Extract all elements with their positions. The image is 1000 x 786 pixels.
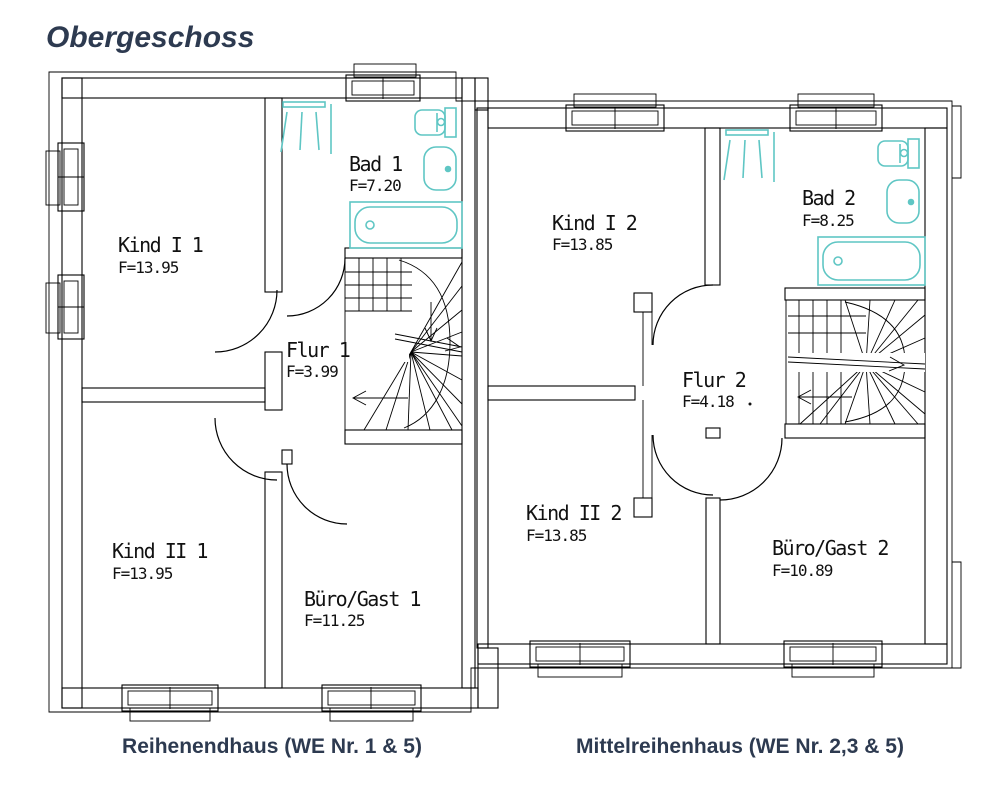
window-icon: [122, 685, 218, 721]
staircase-left: [345, 258, 462, 430]
outer-outline: [49, 72, 961, 712]
room-area-kind-ii-1: F=13.95: [112, 564, 173, 583]
room-area-bad-2: F=8.25: [802, 211, 854, 230]
window-icon: [784, 641, 882, 677]
bathtub-icon: [350, 202, 462, 248]
shower-icon: [724, 130, 774, 182]
room-label-bad-2: Bad 2: [802, 186, 855, 210]
room-label-kind-ii-2: Kind II 2: [526, 501, 621, 525]
door-arc-icon: [653, 285, 713, 345]
unit-captions: [122, 735, 904, 758]
room-area-flur-1: F=3.99: [286, 362, 338, 381]
bathtub-icon: [818, 237, 925, 285]
window-icon: [322, 685, 421, 721]
room-area-kind-i-1: F=13.95: [118, 258, 179, 277]
door-arc-icon: [287, 258, 345, 316]
window-icon: [46, 275, 84, 339]
door-arc-icon: [215, 418, 277, 480]
room-label-kind-i-1: Kind I 1: [118, 233, 203, 257]
shower-icon: [281, 102, 331, 154]
door-arc-icon: [720, 438, 782, 500]
room-label-bad-1: Bad 1: [349, 152, 402, 176]
caption-left-unit: Reihenendhaus (WE Nr. 1 & 5): [122, 735, 422, 758]
window-icon: [566, 94, 664, 131]
room-label-kind-ii-1: Kind II 1: [112, 539, 207, 563]
window-icon: [790, 94, 882, 131]
staircase-right: [786, 300, 925, 424]
room-area-buero-1: F=11.25: [304, 611, 365, 630]
room-area-kind-i-2: F=13.85: [552, 235, 613, 254]
room-label-flur-1: Flur 1: [286, 338, 350, 362]
room-area-buero-2: F=10.89: [772, 561, 833, 580]
room-area-kind-ii-2: F=13.85: [526, 526, 587, 545]
door-arc-icon: [287, 464, 347, 524]
room-label-flur-2: Flur 2: [682, 368, 746, 392]
toilet-icon: [878, 139, 919, 168]
door-arc-icon: [653, 435, 713, 495]
caption-right-unit: Mittelreihenhaus (WE Nr. 2,3 & 5): [576, 735, 904, 758]
sink-icon: [887, 180, 919, 223]
room-label-buero-1: Büro/Gast 1: [304, 587, 420, 611]
interior-walls: [82, 78, 947, 688]
room-area-flur-2: F=4.18: [682, 392, 734, 411]
exterior-walls: [62, 78, 947, 708]
sink-icon: [424, 147, 456, 190]
room-labels: [112, 152, 888, 630]
toilet-icon: [415, 108, 456, 137]
room-label-kind-i-2: Kind I 2: [552, 211, 637, 235]
window-icon: [46, 143, 84, 211]
page-title: Obergeschoss: [46, 21, 255, 54]
window-icon: [530, 641, 630, 677]
windows: [46, 64, 882, 721]
window-icon: [346, 64, 420, 101]
point-marker: [749, 403, 752, 406]
door-arc-icon: [215, 290, 277, 352]
room-area-bad-1: F=7.20: [349, 176, 401, 195]
room-label-buero-2: Büro/Gast 2: [772, 536, 888, 560]
